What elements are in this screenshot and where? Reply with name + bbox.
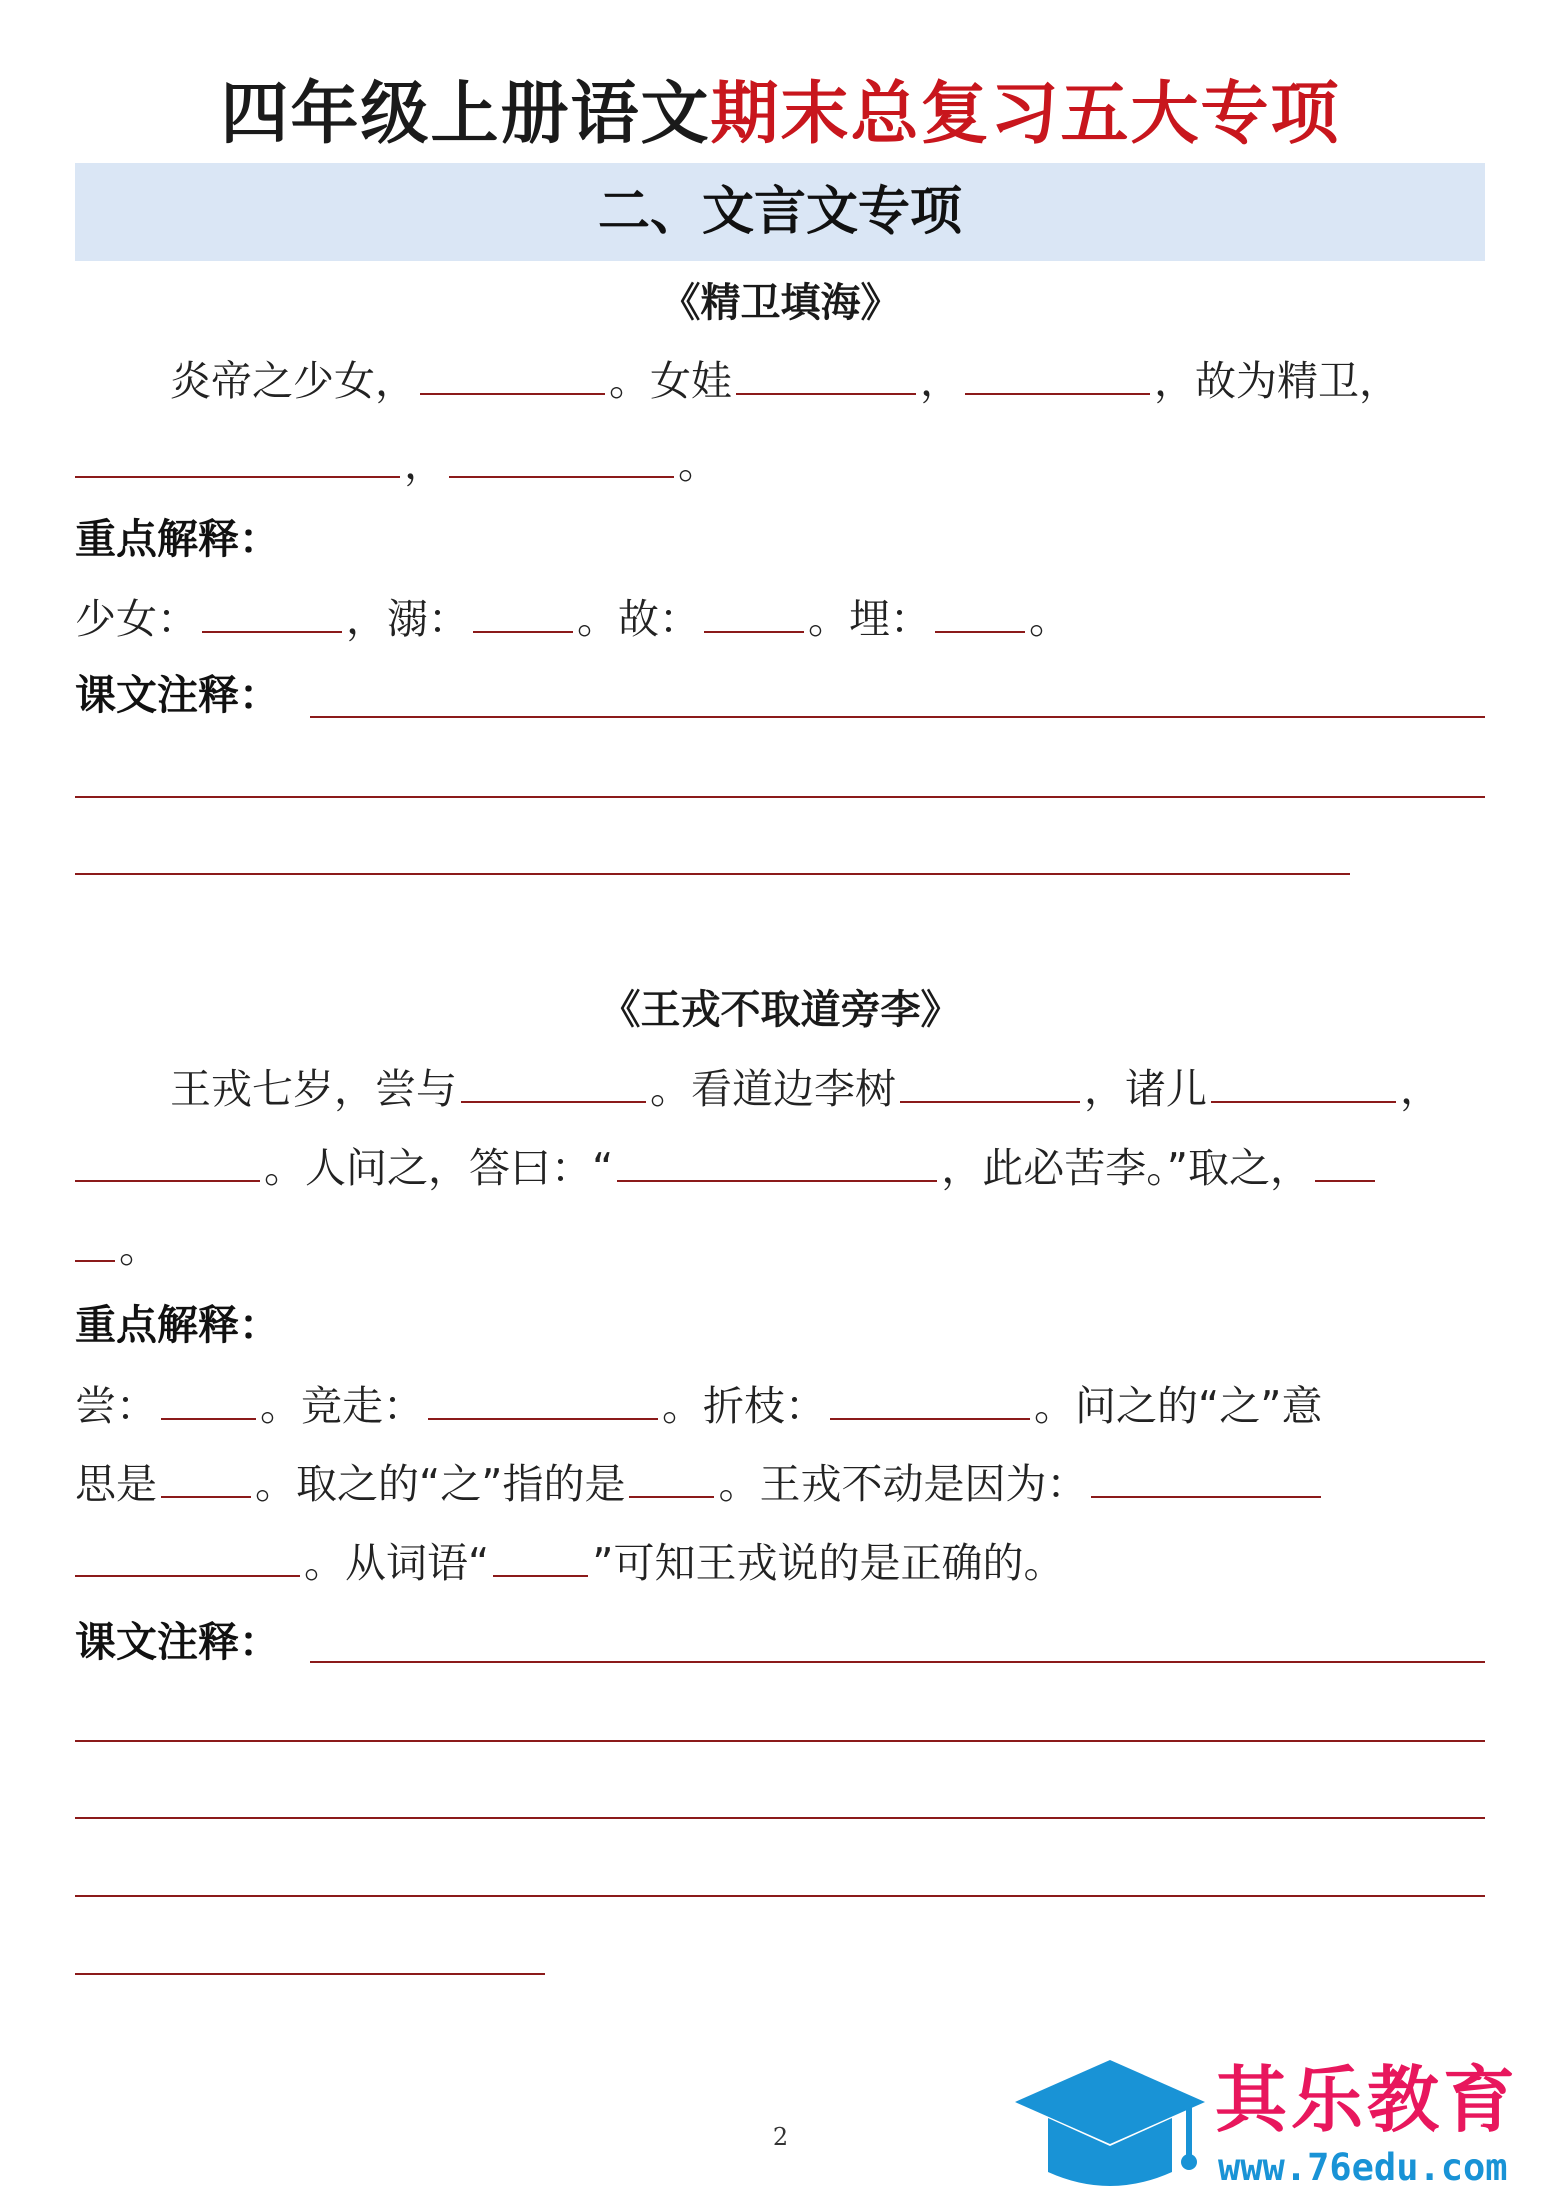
fill-blank[interactable] [900,1063,1080,1103]
fill-blank[interactable] [75,438,400,478]
notes-writing-line[interactable] [75,873,1350,875]
fill-blank[interactable] [935,593,1025,633]
fill-blank[interactable] [75,1142,260,1182]
poem1-line2: ， 。 [75,438,719,489]
logo-text: 其乐教育 [1215,2058,1520,2142]
fill-blank[interactable] [830,1380,1030,1420]
poem2-key-line3: 。从词语“ ”可知王戎说的是正确的。 [75,1537,1065,1588]
notes-writing-line[interactable] [310,1661,1485,1663]
poem1-key-line: 少女： ，溺： 。故： 。埋： 。 [75,595,1070,643]
fill-blank[interactable] [161,1458,251,1498]
page-title [0,70,1561,160]
fill-blank[interactable] [736,355,916,395]
notes-writing-line[interactable] [75,796,1485,798]
fill-blank[interactable] [75,1222,115,1262]
poem1-notes-label: 课文注释： [75,671,280,719]
fill-blank[interactable] [420,355,605,395]
fill-blank[interactable] [1211,1063,1396,1103]
poem2-key-label: 重点解释： [75,1301,280,1349]
fill-blank[interactable] [449,438,674,478]
title-black: 四年级上册语文 [220,75,711,154]
fill-blank[interactable] [75,1537,300,1577]
notes-writing-line[interactable] [75,1973,545,1975]
fill-blank[interactable] [629,1458,714,1498]
notes-writing-line[interactable] [310,716,1485,718]
logo-url: www.76edu.com [1218,2146,1508,2189]
fill-blank[interactable] [202,593,342,633]
graduation-cap-icon [1010,2050,1210,2200]
fill-blank[interactable] [473,593,573,633]
page-number: 2 [772,2123,789,2151]
fill-blank[interactable] [704,593,804,633]
fill-blank[interactable] [161,1380,256,1420]
poem2-line2: 。人问之，答曰：“ ，此必苦李。”取之， [75,1142,1379,1193]
poem1-key-label: 重点解释： [75,515,280,563]
notes-writing-line[interactable] [75,1895,1485,1897]
fill-blank[interactable] [1091,1458,1321,1498]
poem2-key-line2: 思是 。取之的“之”指的是 。王戎不动是因为： [75,1458,1325,1509]
fill-blank[interactable] [617,1142,937,1182]
poem2-notes-label: 课文注释： [75,1618,280,1666]
fill-blank[interactable] [461,1063,646,1103]
poem2-key-line1: 尝： 。竞走： 。折枝： 。问之的“之”意 [75,1382,1323,1430]
poem2-title: 《王戎不取道旁李》 [600,987,961,1033]
title-red: 期末总复习五大专项 [710,75,1341,154]
brand-logo [1010,2050,1555,2200]
section-heading: 二、文言文专项 [75,163,1485,261]
fill-blank[interactable] [1315,1142,1375,1182]
poem1-line1: 炎帝之少女， 。女娃 ， ，故为精卫， [170,357,1400,405]
notes-writing-line[interactable] [75,1817,1485,1819]
fill-blank[interactable] [493,1537,588,1577]
poem1-title: 《精卫填海》 [660,280,901,326]
poem2-line1: 王戎七岁，尝与 。看道边李树 ，诸儿 ， [170,1065,1441,1113]
fill-blank[interactable] [428,1380,658,1420]
poem2-line3: 。 [75,1222,160,1273]
fill-blank[interactable] [965,355,1150,395]
notes-writing-line[interactable] [75,1740,1485,1742]
